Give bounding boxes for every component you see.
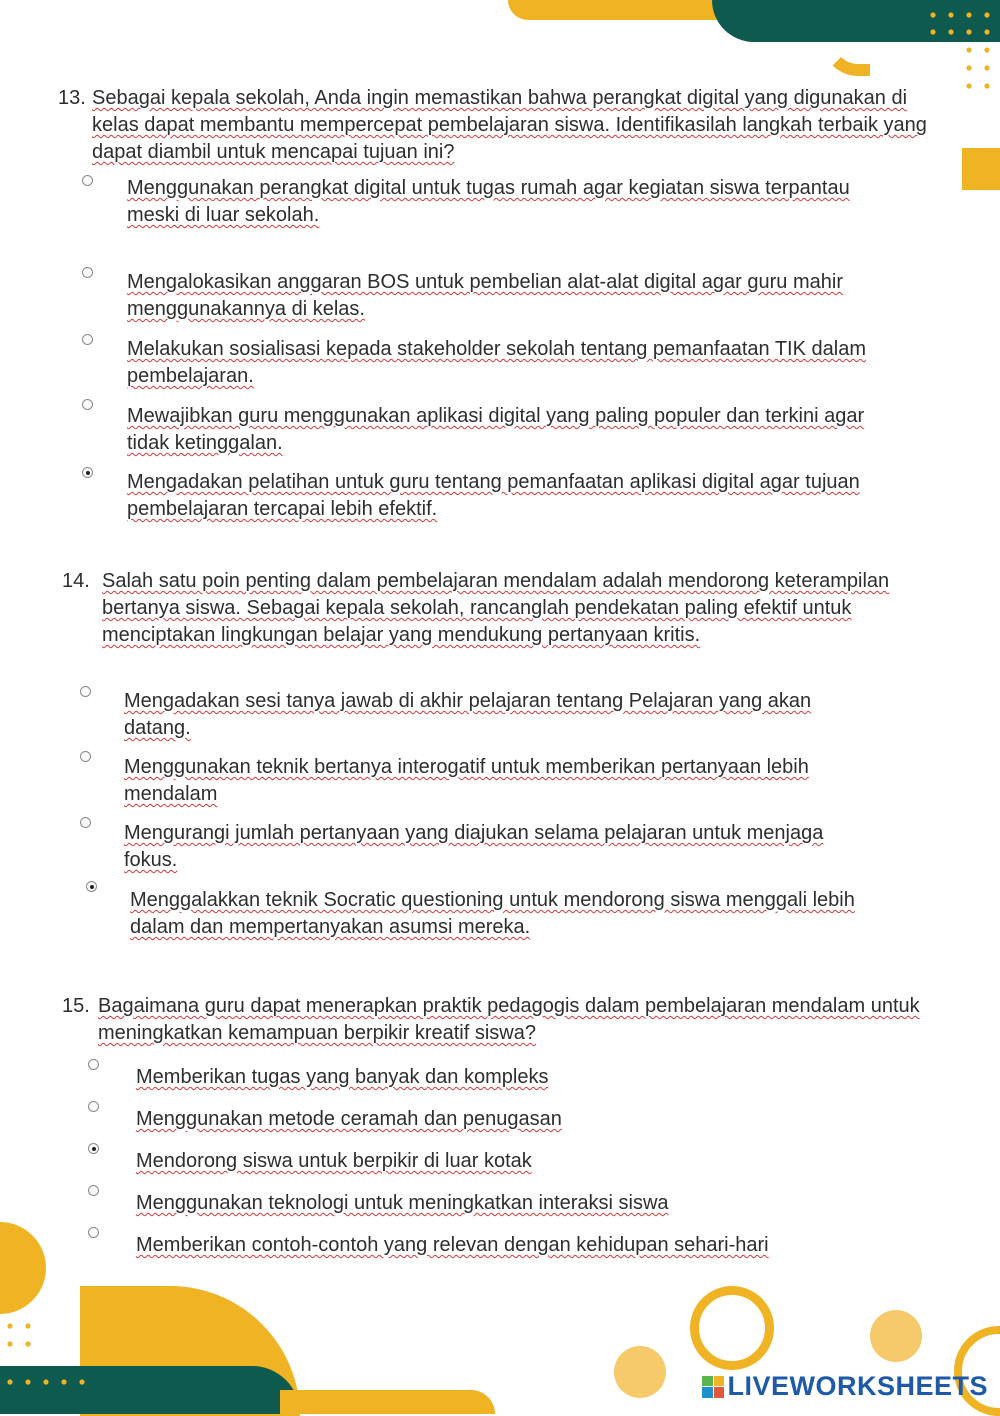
option-text: Menggunakan metode ceramah dan penugasan: [136, 1108, 562, 1130]
option-14-c[interactable]: [80, 820, 870, 874]
left-yellow-half-circle: [0, 1222, 46, 1314]
option-14-a[interactable]: [80, 688, 870, 742]
radio-button[interactable]: [88, 1227, 99, 1238]
bottom-right-ring: [690, 1286, 774, 1370]
option-text: Mengadakan sesi tanya jawab di akhir pelajaran tentang Pelajaran yang akan datang.: [124, 690, 812, 739]
radio-button-selected[interactable]: [86, 881, 97, 892]
bottom-right-circle-small: [614, 1346, 666, 1398]
top-yellow-arc: [822, 40, 870, 76]
option-text: Memberikan contoh-contoh yang relevan dengan kehidupan sehari-hari: [136, 1234, 769, 1256]
option-13-d[interactable]: [82, 403, 872, 457]
option-text: Mendorong siswa untuk berpikir di luar kotak: [136, 1150, 532, 1172]
bottom-yellow-bar: [280, 1390, 495, 1414]
option-text: Menggalakkan teknik Socratic questioning untuk mendorong siswa menggali lebih dalam dan mempertanyakan asumsi mereka.: [130, 889, 855, 938]
option-15-a[interactable]: [88, 1064, 878, 1091]
question-13: [58, 85, 928, 166]
option-13-b[interactable]: [82, 269, 872, 323]
option-text: Mengurangi jumlah pertanyaan yang diajukan selama pelajaran untuk menjaga fokus.: [124, 822, 824, 871]
question-15: [58, 993, 928, 1047]
option-text: Mengadakan pelatihan untuk guru tentang pemanfaatan aplikasi digital agar tujuan pembelajaran tercapai lebih efektif.: [127, 471, 860, 520]
radio-button[interactable]: [88, 1185, 99, 1196]
liveworksheets-logo-icon: [702, 1376, 724, 1398]
option-13-c[interactable]: [82, 336, 872, 390]
bottom-right-circle: [870, 1310, 922, 1362]
question-number: 14.: [62, 570, 90, 592]
right-yellow-tab: [962, 148, 1000, 190]
option-text: Menggunakan teknik bertanya interogatif untuk memberikan pertanyaan lebih mendalam: [124, 756, 809, 805]
question-text: Bagaimana guru dapat menerapkan praktik pedagogis dalam pembelajaran mendalam untuk meningkatkan kemampuan berpikir kreatif siswa?: [98, 995, 920, 1044]
radio-button[interactable]: [88, 1059, 99, 1070]
radio-button[interactable]: [82, 175, 93, 186]
option-13-a[interactable]: [82, 175, 872, 229]
radio-button[interactable]: [88, 1101, 99, 1112]
top-right-dots: [915, 10, 995, 95]
option-13-e[interactable]: [82, 469, 872, 523]
radio-button-selected[interactable]: [88, 1143, 99, 1154]
option-14-b[interactable]: [80, 754, 870, 808]
option-15-e[interactable]: [88, 1232, 878, 1259]
radio-button[interactable]: [80, 751, 91, 762]
question-text: Sebagai kepala sekolah, Anda ingin memastikan bahwa perangkat digital yang digunakan di kelas dapat membantu mempercepat pembelajaran siswa. Identifikasilah langkah terbaik yang dapat diambil untuk mencapai tujuan ini?: [92, 87, 927, 163]
question-text: Salah satu poin penting dalam pembelajaran mendalam adalah mendorong keterampilan bertanya siswa. Sebagai kepala sekolah, rancanglah pendekatan paling efektif untuk menciptakan lingkungan belajar yang mendukung pertanyaan kritis.: [102, 570, 890, 646]
question-14: [58, 568, 928, 649]
radio-button[interactable]: [82, 399, 93, 410]
radio-button[interactable]: [80, 686, 91, 697]
radio-button[interactable]: [80, 817, 91, 828]
radio-button[interactable]: [82, 334, 93, 345]
option-text: Mengalokasikan anggaran BOS untuk pembelian alat-alat digital agar guru mahir menggunakannya di kelas.: [127, 271, 843, 320]
option-15-c[interactable]: [88, 1148, 878, 1175]
question-number: 15.: [62, 995, 90, 1017]
option-15-d[interactable]: [88, 1190, 878, 1217]
option-text: Menggunakan perangkat digital untuk tugas rumah agar kegiatan siswa terpantau meski di luar sekolah.: [127, 177, 850, 226]
brand-name: LIVEWORKSHEETS: [727, 1371, 988, 1401]
radio-button[interactable]: [82, 267, 93, 278]
option-text: Memberikan tugas yang banyak dan kompleks: [136, 1066, 549, 1088]
liveworksheets-logo: [702, 1371, 988, 1402]
bottom-left-dots: [4, 1320, 94, 1400]
option-text: Melakukan sosialisasi kepada stakeholder sekolah tentang pemanfaatan TIK dalam pembelajaran.: [127, 338, 866, 387]
option-15-b[interactable]: [88, 1106, 878, 1133]
question-number: 13.: [58, 87, 86, 109]
option-14-d[interactable]: [86, 887, 876, 941]
radio-button-selected[interactable]: [82, 467, 93, 478]
option-text: Menggunakan teknologi untuk meningkatkan interaksi siswa: [136, 1192, 669, 1214]
option-text: Mewajibkan guru menggunakan aplikasi digital yang paling populer dan terkini agar tidak ketinggalan.: [127, 405, 865, 454]
